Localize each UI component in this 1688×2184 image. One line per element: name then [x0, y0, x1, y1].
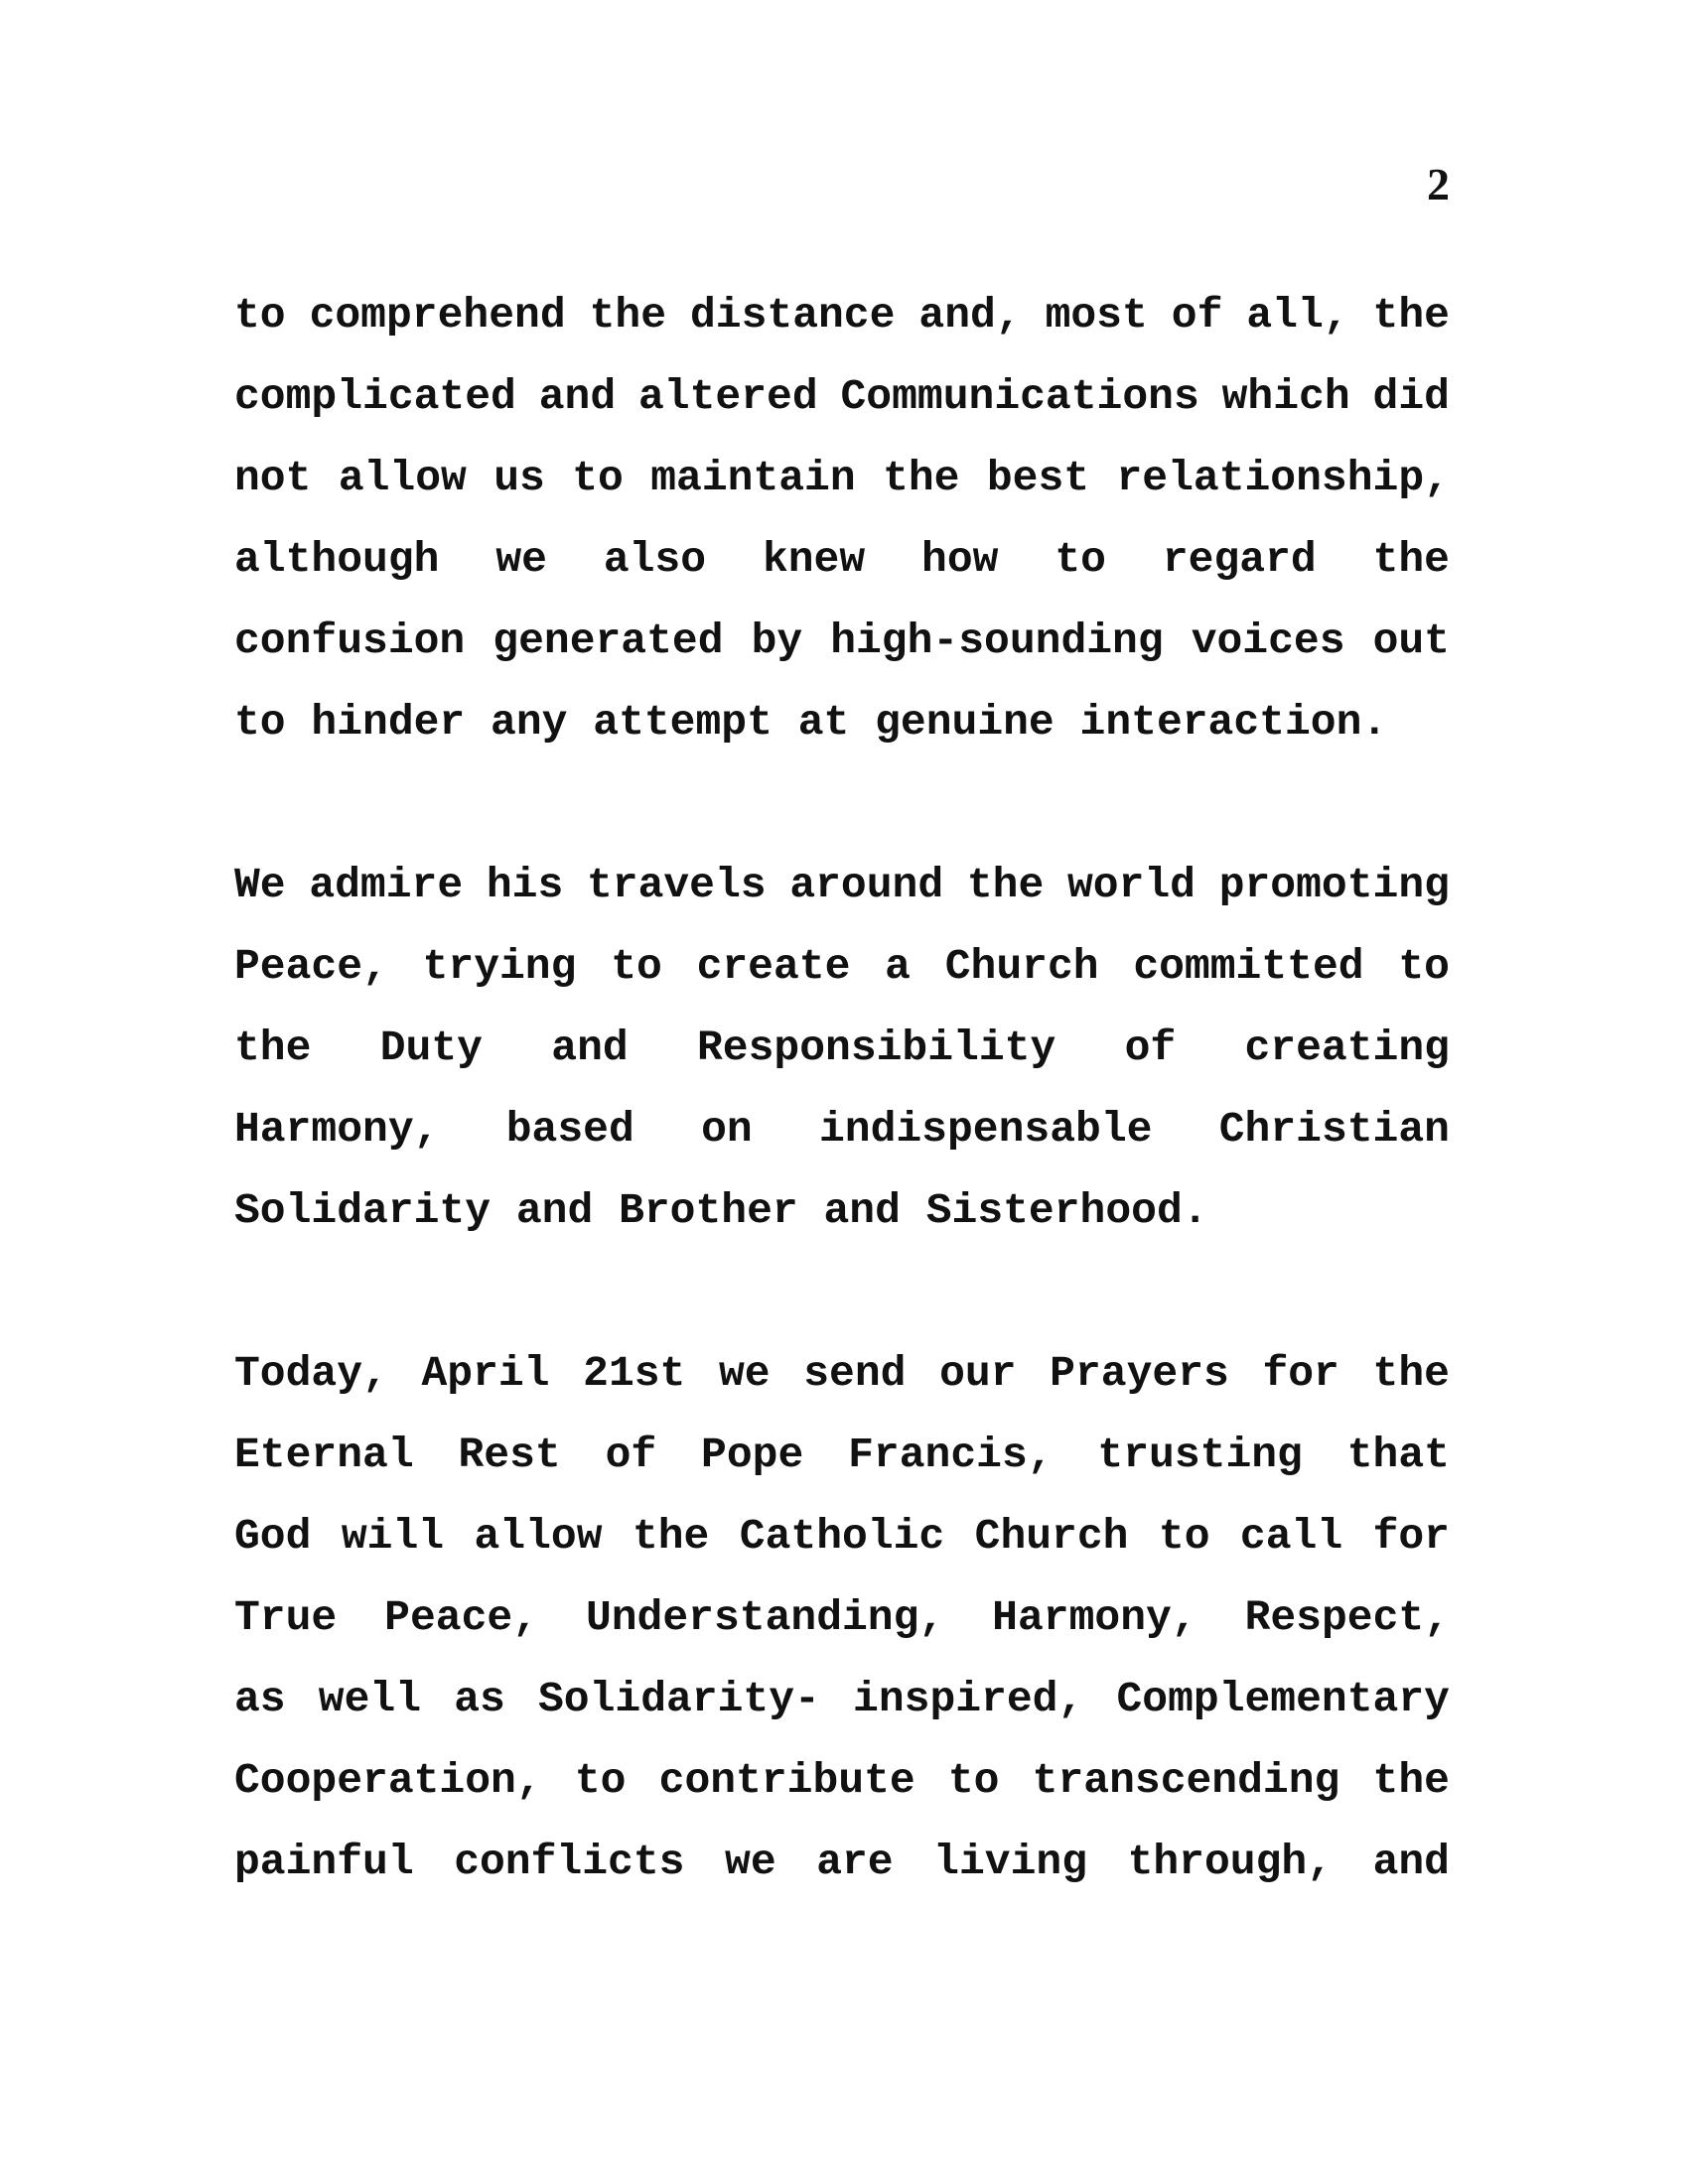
word: Prayers [1050, 1349, 1229, 1398]
word: Respect, [1244, 1593, 1450, 1642]
paragraph-gap [234, 774, 1450, 856]
word: not [234, 454, 312, 502]
word: We [234, 861, 286, 909]
word: Church [974, 1512, 1129, 1561]
word: Duty [379, 1024, 483, 1072]
word: Harmony, [992, 1593, 1197, 1642]
word: a [885, 942, 911, 991]
text-line [234, 1507, 1450, 1588]
text-line [234, 1100, 1450, 1181]
word: the [1372, 1756, 1450, 1805]
word: based [505, 1105, 634, 1154]
word: as [454, 1675, 505, 1723]
word: True [234, 1593, 338, 1642]
word: voices [1191, 616, 1345, 665]
text-line [234, 856, 1450, 937]
word: Church [944, 942, 1099, 991]
word: which [1221, 372, 1350, 421]
word: admire [309, 861, 464, 909]
word: 21st [583, 1349, 686, 1398]
word: world [1066, 861, 1196, 909]
word: by [751, 616, 803, 665]
word: Responsibility [697, 1024, 1056, 1072]
word: God [234, 1512, 312, 1561]
word: generated [492, 616, 724, 665]
text-line [234, 1751, 1450, 1833]
word: create [696, 942, 851, 991]
word: his [486, 861, 564, 909]
text-line [234, 530, 1450, 612]
word: knew [762, 535, 866, 584]
word: to [611, 942, 662, 991]
word: to [234, 291, 286, 340]
word: also [603, 535, 707, 584]
word: of [1171, 291, 1223, 340]
word: conflicts [454, 1838, 685, 1886]
word: comprehend [309, 291, 566, 340]
word: regard [1162, 535, 1317, 584]
word: to [574, 1756, 627, 1805]
word: although [234, 535, 440, 584]
word: the [883, 454, 960, 502]
text-line [234, 937, 1450, 1019]
word: the [1372, 1349, 1450, 1398]
word: living [933, 1838, 1087, 1886]
word: promoting [1218, 861, 1450, 909]
word: to [1055, 535, 1106, 584]
word: well [318, 1675, 422, 1723]
word: for [1372, 1512, 1450, 1561]
document-body [234, 286, 1450, 1914]
word: Understanding, [585, 1593, 945, 1642]
word: call [1239, 1512, 1343, 1561]
word: trusting [1097, 1431, 1303, 1479]
word: how [921, 535, 999, 584]
text-line [234, 1344, 1450, 1426]
text-line [234, 449, 1450, 530]
word: of [1124, 1024, 1177, 1072]
word: Eternal [234, 1431, 414, 1479]
word: creating [1244, 1024, 1450, 1072]
word: out [1372, 616, 1450, 665]
word: us [493, 454, 545, 502]
word: most [1045, 291, 1148, 340]
word: for [1262, 1349, 1339, 1398]
word: Today, [234, 1349, 388, 1398]
paragraph [234, 286, 1450, 774]
word: did [1372, 372, 1450, 421]
word: complicated [234, 372, 516, 421]
word: Harmony, [234, 1105, 440, 1154]
word: trying [422, 942, 577, 991]
word: we [725, 1838, 776, 1886]
word: indispensable [818, 1105, 1153, 1154]
word: the [632, 1512, 710, 1561]
word: our [939, 1349, 1017, 1398]
paragraph-gap [234, 1263, 1450, 1344]
text-line [234, 1670, 1450, 1751]
word: confusion [234, 616, 466, 665]
word: to [572, 454, 624, 502]
word: to [1398, 942, 1450, 991]
text-line [234, 1588, 1450, 1670]
word: on [701, 1105, 753, 1154]
word: the [589, 291, 667, 340]
text-line [234, 1019, 1450, 1100]
word: committed [1133, 942, 1364, 991]
word: Peace, [234, 942, 388, 991]
text-line: Solidarity and Brother and Sisterhood. [234, 1186, 1208, 1235]
word: Solidarity- [538, 1675, 820, 1723]
word: painful [234, 1838, 414, 1886]
word: Pope [701, 1431, 804, 1479]
text-line: to hinder any attempt at genuine interaction. [234, 698, 1388, 747]
word: we [719, 1349, 771, 1398]
word: and [538, 372, 617, 421]
word: send [803, 1349, 907, 1398]
word: Peace, [384, 1593, 538, 1642]
word: best [986, 454, 1090, 502]
word: the [1372, 535, 1450, 584]
word: allow [338, 454, 467, 502]
paragraph [234, 856, 1450, 1263]
word: through, [1127, 1838, 1333, 1886]
word: transcending [1032, 1756, 1340, 1805]
word: travels [586, 861, 767, 909]
word: and, [918, 291, 1022, 340]
word: inspired, [853, 1675, 1084, 1723]
text-line [234, 612, 1450, 693]
word: altered [638, 372, 818, 421]
word: Communications [840, 372, 1199, 421]
word: to [1158, 1512, 1210, 1561]
word: the [966, 861, 1045, 909]
word: and [551, 1024, 629, 1072]
text-line [234, 286, 1450, 367]
word: Rest [458, 1431, 561, 1479]
paragraph [234, 1344, 1450, 1914]
word: Francis, [848, 1431, 1054, 1479]
word: we [495, 535, 547, 584]
word: high-sounding [830, 616, 1164, 665]
word: contribute [658, 1756, 915, 1805]
word: all, [1246, 291, 1349, 340]
word: April [421, 1349, 550, 1398]
word: distance [689, 291, 896, 340]
word: the [1372, 291, 1450, 340]
word: as [234, 1675, 286, 1723]
word: will [341, 1512, 445, 1561]
word: around [789, 861, 944, 909]
word: Catholic [739, 1512, 945, 1561]
word: of [605, 1431, 657, 1479]
word: Complementary [1116, 1675, 1450, 1723]
word: maintain [650, 454, 856, 502]
word: Cooperation, [234, 1756, 542, 1805]
word: that [1346, 1431, 1450, 1479]
text-line [234, 1426, 1450, 1507]
text-line [234, 1833, 1450, 1914]
page-number: 2 [1427, 159, 1450, 209]
word: allow [474, 1512, 603, 1561]
word: the [234, 1024, 312, 1072]
word: are [816, 1838, 894, 1886]
word: relationship, [1116, 454, 1450, 502]
word: and [1372, 1838, 1450, 1886]
word: Christian [1218, 1105, 1450, 1154]
word: to [947, 1756, 1000, 1805]
text-line [234, 367, 1450, 449]
